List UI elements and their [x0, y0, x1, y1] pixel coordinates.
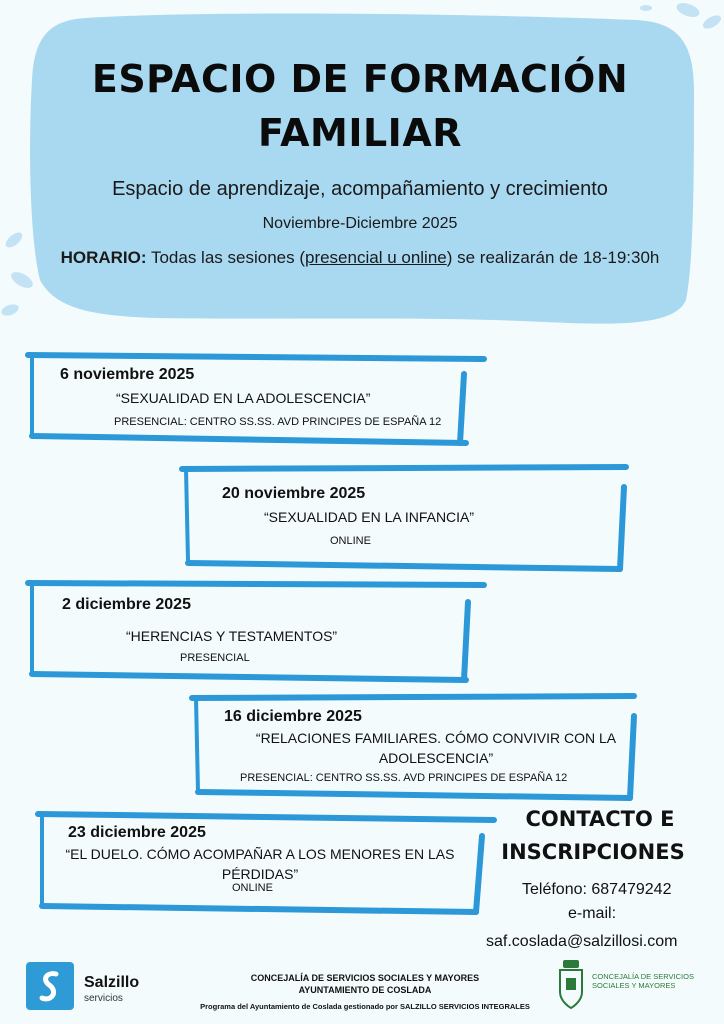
horario-mode: presencial u online — [304, 248, 447, 267]
page-title — [30, 52, 690, 160]
hero-section — [30, 52, 690, 271]
contact-title-line-2: INSCRIPCIONES — [501, 840, 685, 864]
session-title: “SEXUALIDAD EN LA INFANCIA” — [264, 509, 475, 525]
session-card — [190, 694, 640, 802]
session-date: 20 noviembre 2025 — [222, 485, 366, 502]
horario-post: ) se realizarán de 18-19:30h — [446, 248, 660, 267]
horario-label: HORARIO: — [60, 248, 147, 267]
contact-email-label: e-mail: — [568, 905, 617, 922]
session-date: 23 diciembre 2025 — [68, 824, 206, 841]
session-location: ONLINE — [232, 882, 273, 894]
title-line-2: FAMILIAR — [258, 111, 462, 155]
date-range: Noviembre-Diciembre 2025 — [262, 215, 458, 232]
footer-program: Programa del Ayuntamiento de Coslada gestionado por SALZILLO SERVICIOS INTEGRALES — [200, 1002, 530, 1011]
footer-credits — [140, 972, 590, 1011]
session-card — [36, 810, 498, 916]
title-line-1: ESPACIO DE FORMACIÓN — [91, 57, 629, 101]
session-card — [26, 580, 488, 684]
session-date: 6 noviembre 2025 — [60, 366, 195, 383]
session-date: 16 diciembre 2025 — [224, 708, 362, 725]
session-date: 2 diciembre 2025 — [62, 596, 191, 613]
session-title: “RELACIONES FAMILIARES. CÓMO CONVIVIR CON LA ADOLESCENCIA” — [255, 730, 617, 766]
horario-pre: Todas las sesiones ( — [146, 248, 305, 267]
footer-line-1: CONCEJALÍA DE SERVICIOS SOCIALES Y MAYORES — [250, 973, 480, 983]
session-location: ONLINE — [330, 535, 371, 547]
schedule-text — [55, 245, 665, 271]
footer-line-2: AYUNTAMIENTO DE COSLADA — [298, 985, 432, 995]
contact-section — [480, 803, 720, 953]
contact-title — [480, 803, 720, 869]
session-title: “SEXUALIDAD EN LA ADOLESCENCIA” — [116, 390, 371, 406]
session-title: “EL DUELO. CÓMO ACOMPAÑAR A LOS MENORES EN LAS PÉRDIDAS” — [65, 846, 455, 882]
session-location: PRESENCIAL: CENTRO SS.SS. AVD PRINCIPES DE ESPAÑA 12 — [240, 772, 568, 784]
session-card — [180, 465, 632, 573]
session-title: “HERENCIAS Y TESTAMENTOS” — [126, 628, 338, 644]
salzillo-logo — [26, 962, 74, 1010]
ayuntamiento-text: CONCEJALÍA DE SERVICIOS SOCIALES Y MAYORES — [592, 972, 694, 990]
coslada-crest-icon — [556, 956, 586, 1012]
session-location: PRESENCIAL: CENTRO SS.SS. AVD PRINCIPES DE ESPAÑA 12 — [114, 416, 442, 428]
subtitle: Espacio de aprendizaje, acompañamiento y crecimiento — [112, 178, 608, 200]
contact-email[interactable]: saf.coslada@salzillosi.com — [486, 933, 678, 950]
salzillo-subtitle: servicios — [84, 993, 123, 1004]
contact-phone[interactable]: Teléfono: 687479242 — [522, 881, 672, 898]
contact-title-line-1: CONTACTO E — [525, 807, 675, 831]
salzillo-name: Salzillo — [84, 974, 140, 991]
session-card — [26, 352, 488, 448]
session-location: PRESENCIAL — [180, 652, 250, 664]
